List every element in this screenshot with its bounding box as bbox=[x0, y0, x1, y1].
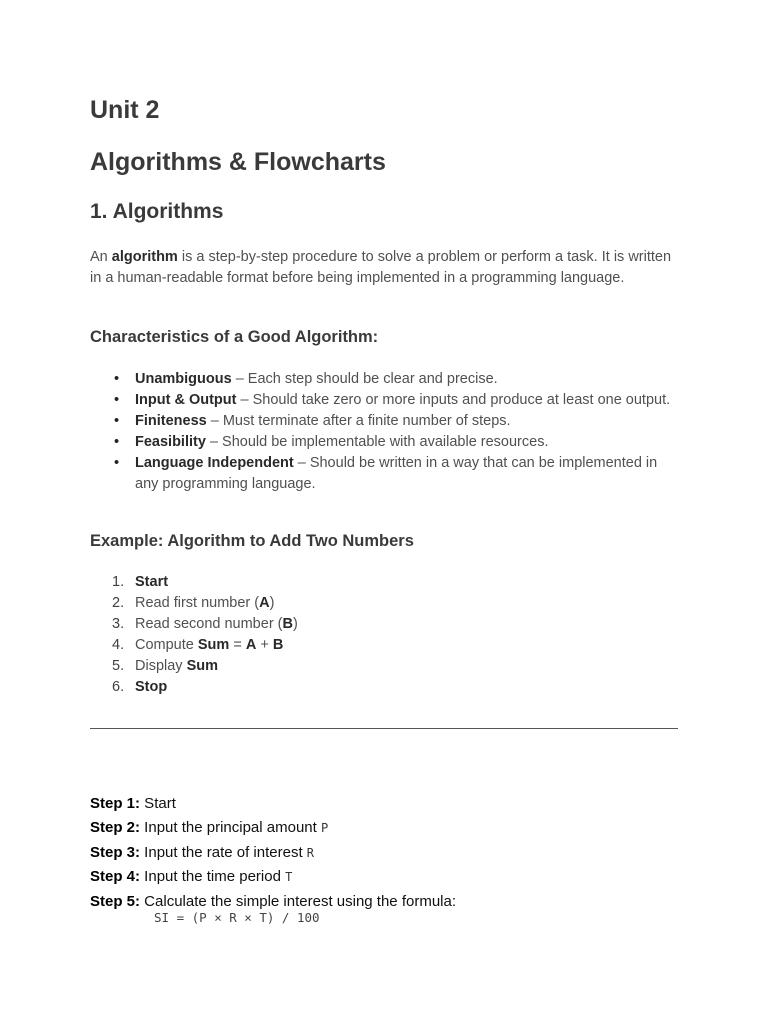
step-label: Step 3: bbox=[90, 843, 141, 861]
step-number: 5. bbox=[112, 658, 125, 674]
characteristic-desc: – Each step should be clear and precise. bbox=[231, 371, 498, 387]
step-label: Step 1: bbox=[90, 795, 141, 812]
characteristic-term: Language Independent bbox=[135, 455, 294, 471]
list-item bbox=[90, 614, 650, 635]
step-text: Input the rate of interest bbox=[140, 843, 307, 861]
step-text: = bbox=[229, 637, 246, 653]
intro-text-before: An bbox=[90, 249, 112, 265]
list-item bbox=[90, 865, 690, 890]
step-text: Display bbox=[135, 658, 187, 674]
step-text: ) bbox=[292, 616, 298, 632]
intro-term: algorithm bbox=[111, 249, 178, 265]
characteristics-heading: Characteristics of a Good Algorithm: bbox=[90, 328, 379, 346]
list-item bbox=[90, 792, 690, 816]
step-bold: Start bbox=[135, 574, 169, 590]
characteristic-term: Feasibility bbox=[135, 434, 206, 450]
example-heading: Example: Algorithm to Add Two Numbers bbox=[90, 532, 414, 550]
step-text: + bbox=[256, 637, 273, 653]
step-number: 2. bbox=[112, 595, 125, 611]
unit-heading: Unit 2 bbox=[90, 96, 160, 124]
characteristic-desc: – Should be implementable with available resources. bbox=[205, 434, 549, 450]
variable-code: P bbox=[320, 820, 329, 835]
variable-code: R bbox=[306, 845, 315, 860]
list-item bbox=[90, 656, 650, 677]
characteristic-term: Finiteness bbox=[135, 413, 207, 429]
step-text: Read first number ( bbox=[135, 595, 260, 611]
step-bold: B bbox=[272, 637, 284, 653]
list-item bbox=[90, 841, 690, 866]
step-label: Step 4: bbox=[90, 868, 141, 886]
step-number: 1. bbox=[112, 574, 125, 590]
step-label: Step 5: bbox=[90, 893, 141, 911]
list-item bbox=[90, 635, 650, 656]
list-item bbox=[135, 411, 675, 432]
list-item bbox=[135, 432, 675, 453]
step-text: Input the principal amount bbox=[140, 818, 321, 836]
list-item bbox=[90, 572, 650, 593]
list-item bbox=[135, 453, 675, 495]
step-text: Compute bbox=[135, 637, 198, 653]
step-bold: A bbox=[259, 595, 270, 611]
formula-code: SI = (P × R × T) / 100 bbox=[154, 910, 320, 925]
intro-paragraph bbox=[90, 247, 680, 289]
step-bold: Sum bbox=[186, 658, 218, 674]
characteristic-term: Unambiguous bbox=[135, 371, 232, 387]
step-bold: B bbox=[282, 616, 293, 632]
step-text: Calculate the simple interest using the formula: bbox=[140, 893, 457, 911]
step-number: 3. bbox=[112, 616, 125, 632]
list-item bbox=[90, 816, 690, 841]
characteristics-list bbox=[90, 369, 675, 495]
characteristic-term: Input & Output bbox=[135, 392, 237, 408]
list-item bbox=[135, 390, 675, 411]
step-number: 6. bbox=[112, 679, 125, 695]
characteristic-desc: – Should take zero or more inputs and produce at least one output. bbox=[236, 392, 671, 408]
step-text: Start bbox=[140, 795, 176, 812]
intro-text-after: is a step-by-step procedure to solve a problem or perform a task. It is written in a human-readable format before being implemented in a programming language. bbox=[90, 249, 672, 286]
characteristic-desc: – Should be written in a way that can be implemented in any programming language. bbox=[135, 455, 658, 492]
page-title: Algorithms & Flowcharts bbox=[90, 148, 386, 176]
example-steps-list bbox=[90, 572, 650, 698]
list-item bbox=[90, 593, 650, 614]
horizontal-divider bbox=[90, 728, 678, 729]
list-item bbox=[135, 369, 675, 390]
step-bold: Sum bbox=[197, 637, 230, 653]
step-number: 4. bbox=[112, 637, 125, 653]
step-text: ) bbox=[269, 595, 275, 611]
step-text: Read second number ( bbox=[135, 616, 283, 632]
step-label: Step 2: bbox=[90, 818, 141, 836]
section-heading: 1. Algorithms bbox=[90, 200, 224, 223]
step-bold: A bbox=[245, 637, 257, 653]
variable-code: T bbox=[285, 870, 293, 885]
characteristic-desc: – Must terminate after a finite number of steps. bbox=[206, 413, 511, 429]
step-bold: Stop bbox=[135, 679, 168, 695]
list-item bbox=[90, 677, 650, 698]
step-text: Input the time period bbox=[140, 868, 286, 886]
interest-steps bbox=[90, 792, 690, 914]
